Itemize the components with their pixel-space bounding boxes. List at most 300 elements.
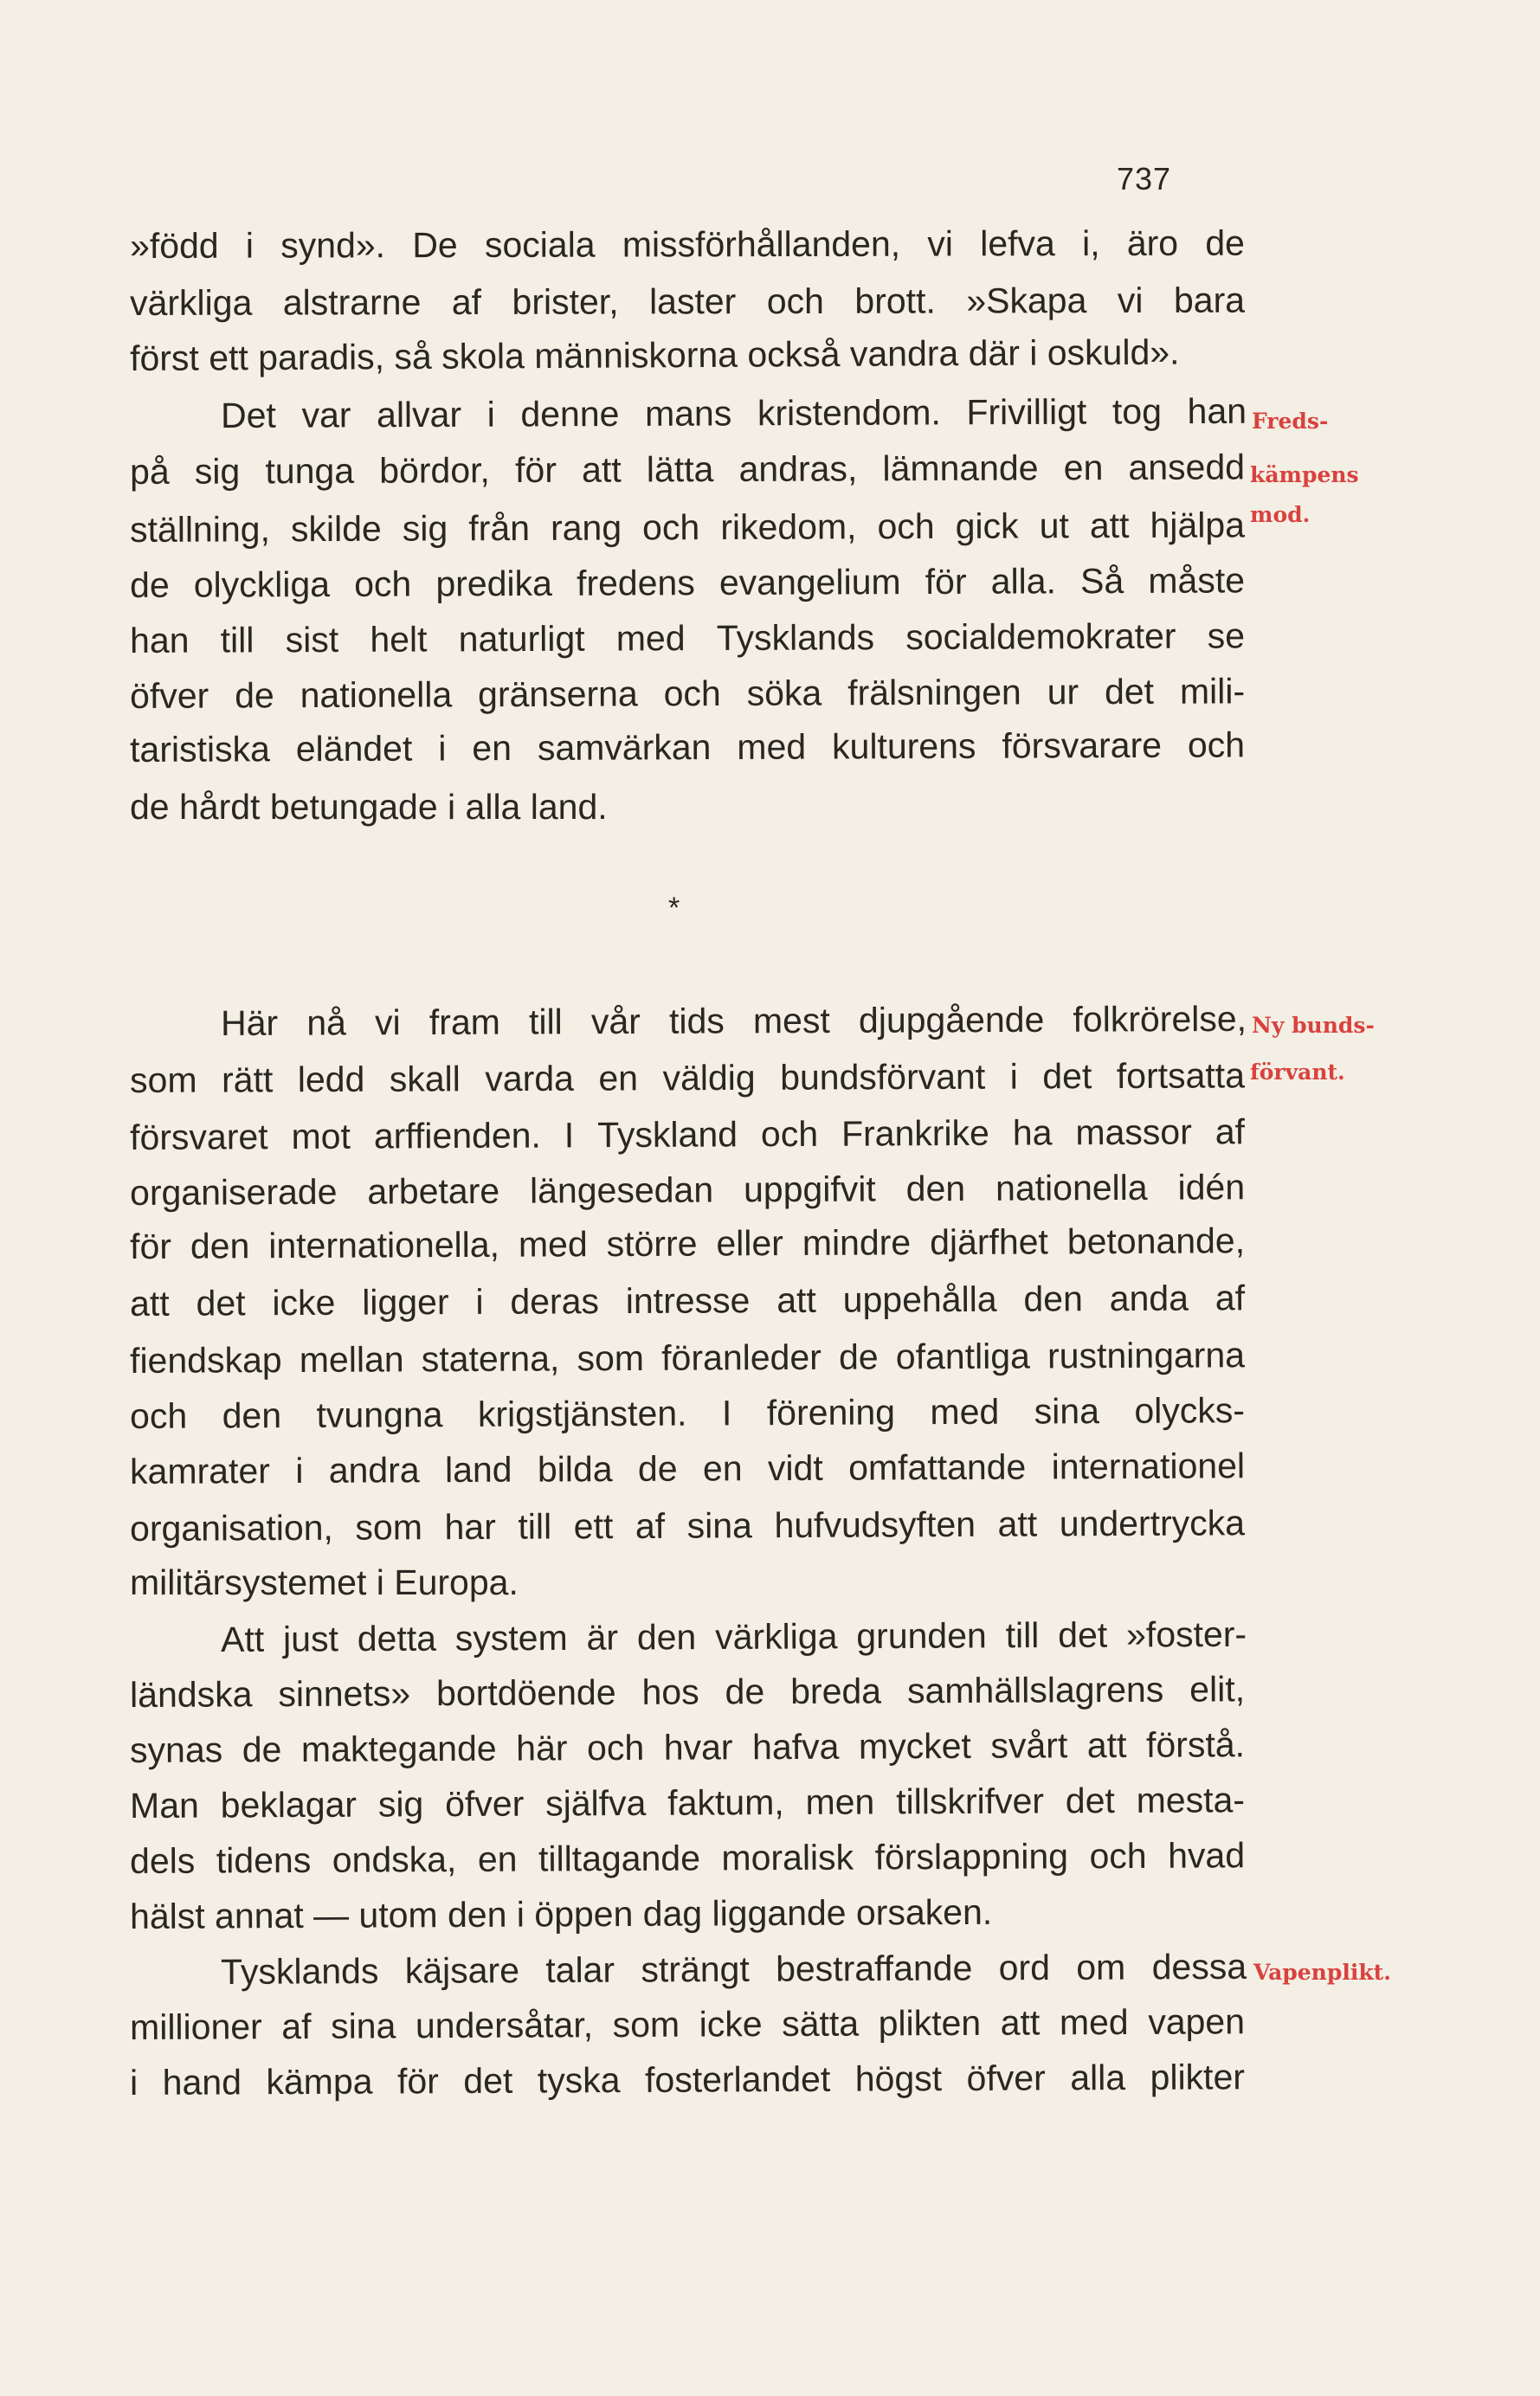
word: med [737,726,807,767]
word: med [1059,2001,1129,2043]
word: faktum, [667,1782,784,1823]
word: frälsningen [847,672,1021,713]
word: hufvudsyften [774,1504,976,1546]
word: tids [668,1001,725,1041]
word: och [642,507,700,548]
word: på [129,451,170,492]
word: i [295,1450,304,1491]
word: andra [328,1450,420,1491]
word: nationella [300,674,453,716]
word: tyska [537,2060,621,2101]
word: han [1187,390,1247,432]
word: sinnets» [278,1673,411,1715]
word: alla [1070,2057,1126,2098]
word: organiserade [129,1171,338,1213]
word: som [577,1337,645,1379]
word: helt [370,619,428,660]
word: måste [1148,560,1246,601]
word: för [396,2061,439,2102]
word: elit, [1189,1669,1246,1710]
word: sina [686,1505,753,1546]
margin-note-bunds: Ny bunds- [1252,1013,1375,1038]
word: olycks- [1134,1390,1246,1431]
word: högst [854,2058,943,2099]
word: ofantliga [895,1336,1030,1377]
word: de [1205,222,1245,263]
word: mycket [858,1725,971,1767]
word: maktegande [300,1728,497,1769]
word: rustningarna [1047,1335,1246,1376]
text-line [130,673,1245,714]
word: att [1089,505,1130,546]
word: samhällslagrens [906,1669,1164,1711]
word: att [129,1283,170,1324]
word: gränserna [477,673,638,715]
word: deras [510,1281,600,1322]
text-line [129,1055,1246,1100]
word: sig [377,1784,424,1825]
word: af [1215,1111,1246,1152]
text-line [129,280,1246,323]
word: naturligt [458,618,585,660]
word: evangelium [718,562,901,603]
word: kamrater [129,1451,270,1491]
word: »född [129,225,219,266]
text-line [129,1724,1246,1770]
word: samvärkan [537,727,712,768]
word: betonande, [1066,1221,1246,1262]
word: mest [752,1000,830,1041]
word: bara [1173,280,1246,320]
word: tvungna [316,1394,443,1435]
word: folkrörelse, [1073,998,1247,1040]
word: fredens [576,563,695,603]
word: att [1086,1724,1127,1766]
word: fiendskap [129,1340,282,1381]
text-line: först ett paradis, så skola människorna också vandra där i oskuld». [129,332,1180,378]
word: förening [766,1392,896,1433]
text-line: hälst annat — utom den i öppen dag liggande orsaken. [129,1891,993,1936]
word: förstå. [1145,1724,1246,1765]
word: missförhållanden, [622,223,901,265]
word: socialdemokrater [905,615,1176,658]
word: synas [129,1729,223,1770]
word: svårt [990,1725,1068,1766]
word: han [129,620,190,660]
word: millioner [129,2006,262,2047]
word: från [468,507,531,549]
word: detta [357,1618,437,1659]
word: af [281,2006,312,2047]
word: Frivilligt [966,391,1087,433]
word: anda [1109,1278,1189,1319]
word: af [635,1505,666,1546]
word: bundsförvant [780,1056,986,1098]
word: taristiska [129,729,270,770]
word: det [1058,1614,1108,1655]
word: breda [790,1671,882,1712]
word: strängt [641,1948,750,1990]
word: tunga [265,450,355,492]
word: en [472,728,512,769]
word: af [451,281,482,323]
word: värkliga [715,1616,838,1658]
word: eländet [295,728,413,770]
word: öfver [445,1783,525,1825]
text-line [220,998,1247,1043]
word: värkliga [129,282,253,323]
page-number: 737 [1117,161,1172,196]
word: öfver [966,2058,1046,2098]
text-line [130,1337,1245,1379]
word: icke [699,2004,763,2045]
word: talar [545,1949,615,1991]
word: den [222,1395,282,1436]
word: de [725,1671,765,1712]
word: det [1104,671,1155,712]
word: »Skapa [966,280,1087,321]
word: har [444,1506,496,1548]
word: till [1005,1615,1040,1656]
word: hand [162,2062,242,2103]
word: till [518,1506,552,1547]
word: sist [285,619,339,660]
word: eller [716,1223,784,1264]
word: den [905,1168,966,1209]
text-line [129,615,1246,660]
word: föranleder [661,1336,822,1378]
word: i [438,728,447,769]
word: synd». [280,225,386,266]
word: just [282,1619,339,1659]
word: i [245,225,255,266]
word: predika [435,563,552,604]
word: här [516,1728,568,1768]
word: längesedan [529,1169,714,1211]
word: denne [520,393,620,435]
word: skilde [290,508,382,550]
word: andras, [738,448,858,489]
word: med [930,1391,1000,1433]
word: beklagar [220,1784,358,1826]
word: mot [291,1116,351,1157]
word: plikter [1150,2057,1246,2097]
word: krigstjänsten. [477,1393,687,1434]
word: i [1009,1056,1018,1097]
word: se [1207,615,1246,656]
text-line [220,390,1247,435]
text-line [220,1946,1247,1992]
word: uppehålla [842,1279,997,1320]
word: en [598,1058,639,1098]
word: att [1000,2002,1041,2043]
word: vidt [767,1447,823,1489]
word: sig [194,451,241,492]
word: och [877,506,935,547]
word: och [586,1727,645,1768]
word: vi [374,1002,401,1043]
word: tillskrifver [896,1781,1045,1822]
margin-note-vapen: Vapenplikt. [1253,1960,1391,1985]
word: Att [220,1619,265,1659]
word: hafva [751,1726,840,1768]
text-line [130,1671,1245,1713]
word: djupgående [858,999,1045,1040]
word: nationella [995,1167,1148,1208]
word: arbetare [367,1170,500,1212]
word: och [1089,1835,1147,1877]
word: försvaret [129,1117,268,1157]
word: ord [998,1947,1051,1988]
word: tilltagande [538,1838,701,1879]
word: organisation, [129,1507,334,1549]
word: dels [129,1840,196,1881]
word: och [354,564,412,604]
text-line [130,1505,1245,1547]
word: öfver [129,675,209,716]
word: lätta [646,449,714,490]
word: system [454,1617,568,1659]
word: internationel [1051,1446,1246,1487]
word: undersåtar, [415,2005,594,2046]
word: idén [1177,1167,1246,1208]
word: försvarare [1002,725,1163,766]
word: fram [428,1002,500,1042]
word: en [702,1448,743,1489]
word: som [129,1060,197,1100]
text-line [129,222,1245,266]
word: plikten [878,2002,982,2044]
margin-note-bunds: förvant. [1250,1060,1345,1085]
margin-note-freds: mod. [1250,502,1311,527]
word: ondska, [332,1839,457,1880]
text-line [130,1448,1245,1490]
word: lämnande [882,448,1039,489]
word: uppgifvit [743,1169,876,1210]
word: sina [330,2006,396,2046]
word: med [518,1224,588,1265]
word: som [612,2004,680,2045]
word: dessa [1151,1946,1247,1987]
word: skall [389,1059,461,1099]
word: Det [220,395,276,435]
word: allvar [376,394,462,435]
word: den [1023,1279,1083,1319]
word: de [838,1336,879,1377]
word: det [196,1283,246,1324]
word: fortsatta [1116,1055,1246,1097]
word: kristendom. [757,392,941,434]
word: bestraffande [776,1948,973,1989]
word: sätta [782,2003,860,2045]
word: käjsare [404,1950,520,1991]
text-line [129,560,1246,605]
word: I [721,1393,732,1433]
word: hvad [1168,1835,1246,1876]
word: det [1042,1056,1092,1097]
word: staterna, [421,1338,560,1380]
word: Tyskland [597,1114,738,1156]
word: ansedd [1128,447,1246,487]
word: massor [1075,1111,1192,1153]
text-line [130,2059,1245,2101]
word: och [129,1395,188,1436]
word: Man [129,1785,199,1826]
word: själfva [545,1782,647,1824]
word: kulturens [831,725,976,767]
word: hjälpa [1150,505,1246,545]
word: om [1076,1947,1126,1987]
word: af [1215,1278,1246,1318]
word: brott. [854,280,936,321]
word: med [615,618,686,659]
word: Tysklands [220,1951,379,1992]
word: gick [955,506,1019,546]
text-line [220,1613,1247,1659]
word: omfattande [848,1446,1027,1488]
text-line: militärsystemet i Europa. [130,1562,519,1602]
text-line [129,1390,1246,1436]
text-line [130,449,1245,490]
word: i [129,2062,139,2103]
word: för [514,449,557,491]
word: nå [306,1002,347,1043]
word: förslappning [874,1836,1069,1878]
margin-note-freds: Freds- [1252,409,1329,434]
word: som [355,1507,423,1548]
word: ländska [129,1674,253,1715]
word: rikedom, [720,506,857,548]
word: för [925,561,967,602]
word: äro [1126,222,1179,263]
word: sina [1034,1391,1100,1432]
word: vi [927,223,954,264]
word: varda [485,1058,575,1099]
text-line: de hårdt betungade i alla land. [130,787,608,827]
word: att [997,1504,1038,1544]
word: I [564,1115,575,1156]
word: bördor, [379,450,490,491]
word: är [586,1617,619,1658]
word: mili- [1179,671,1246,712]
word: till [528,1002,563,1042]
word: tidens [216,1839,312,1881]
word: hvar [663,1727,733,1768]
word: Så [1079,560,1124,602]
text-line [130,1223,1245,1265]
word: och [766,280,824,322]
word: grunden [856,1615,987,1657]
word: mindre [802,1222,912,1263]
word: till [220,620,255,660]
word: moralisk [721,1837,854,1878]
word: det [1065,1781,1115,1821]
section-separator: * [668,892,680,924]
word: ett [573,1506,614,1547]
margin-note-freds: kämpens [1250,462,1359,487]
word: ligger [362,1282,449,1323]
word: tog [1112,391,1163,432]
word: de [235,675,274,716]
word: undertrycka [1059,1503,1246,1544]
word: det [463,2060,513,2101]
word: vapen [1148,2001,1246,2042]
word: större [606,1223,698,1265]
text-line [130,1782,1245,1824]
word: alstrarne [282,282,422,323]
word: Frankrike [841,1112,990,1154]
word: bortdöende [435,1672,616,1714]
word: djärfhet [930,1221,1049,1263]
word: en [477,1839,518,1879]
word: söka [746,673,822,713]
word: olyckliga [193,564,331,605]
word: och [1187,725,1246,765]
word: laster [648,281,737,322]
word: fosterlandet [644,2058,831,2100]
word: rätt [221,1060,274,1100]
word: ledd [297,1059,365,1100]
word: sociala [484,224,596,265]
word: Tysklands [716,617,875,659]
word: internationella, [268,1224,500,1266]
word: i [475,1281,484,1322]
word: »foster- [1125,1613,1247,1655]
word: land [444,1449,512,1491]
word: alla. [990,561,1057,602]
word: icke [272,1282,336,1324]
word: de [637,1448,678,1489]
word: arffienden. [373,1115,541,1156]
word: var [301,395,351,435]
word: vår [590,1001,641,1042]
word: ställning, [129,509,271,550]
text-line [129,1835,1246,1881]
word: brister, [512,281,619,322]
text-line [129,1111,1246,1157]
word: sig [402,508,448,549]
word: mellan [299,1339,404,1380]
text-line [129,2001,1246,2047]
word: ur [1047,672,1079,712]
word: en [1063,448,1104,488]
word: rang [550,507,622,548]
word: ha [1012,1112,1053,1153]
text-line [130,1169,1245,1211]
word: och [760,1113,819,1155]
word: de [242,1729,282,1770]
word: bilda [537,1449,613,1490]
word: att [581,449,622,490]
word: lefva [980,223,1055,264]
word: De [412,225,458,266]
text-line [130,1280,1245,1322]
word: hos [641,1671,699,1712]
word: i [486,394,495,435]
word: i, [1082,223,1100,264]
word: väldig [662,1057,756,1098]
word: Här [220,1002,279,1043]
word: för [129,1226,172,1266]
word: vi [1117,280,1144,321]
word: mans [644,393,732,434]
word: den [190,1226,250,1266]
word: men [805,1781,875,1822]
word: intresse [625,1280,751,1322]
word: mesta- [1136,1780,1246,1820]
word: den [636,1617,697,1658]
text-line [130,507,1245,548]
